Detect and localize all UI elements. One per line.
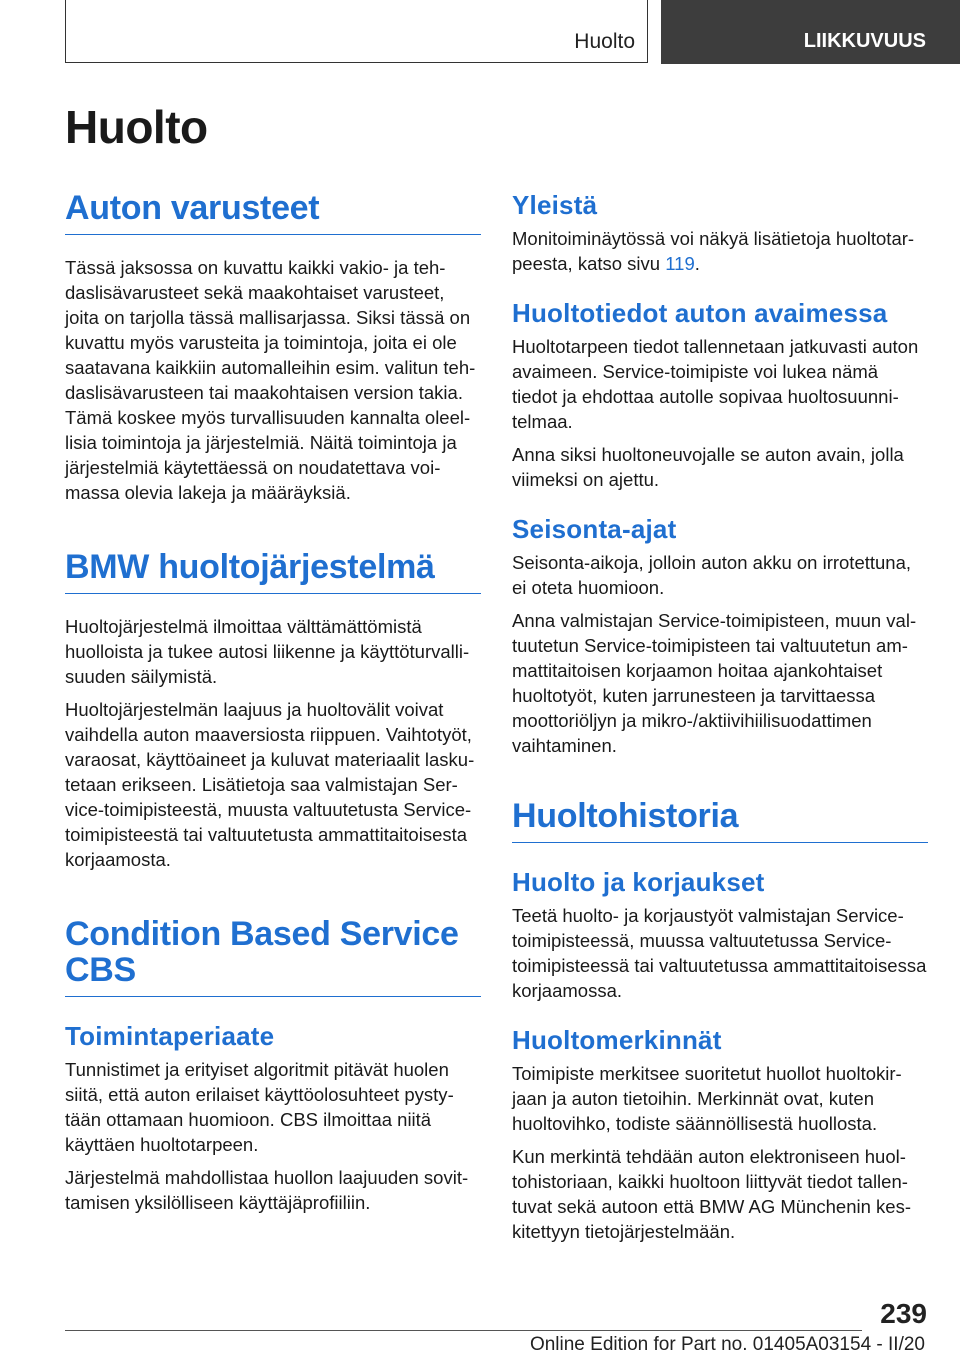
paragraph-huoltotiedot-2: Anna siksi huoltoneuvojalle se auton avain, jolla viimeksi on ajettu. [512, 444, 904, 490]
heading-huoltomerkinnat: Huoltomerkinnät [512, 1025, 722, 1055]
paragraph-huoltomerkinnat-2: Kun merkintä tehdään auton elektroniseen huoltohistoriaan, kaikki huoltoon liittyvät tiedot tallentuvat sekä autoon että BMW AG Münchenin keskitettyyn tietojärjestelmään. [512, 1146, 911, 1242]
heading-bmw-huoltojarjestelma: BMW huoltojärjestelmä [65, 549, 481, 594]
paragraph-yleista [512, 226, 928, 276]
page-reference-link[interactable]: 119 [665, 253, 695, 274]
heading-huolto-ja-korjaukset: Huolto ja korjaukset [512, 867, 765, 897]
page-title: Huolto [65, 101, 208, 153]
heading-condition-based-service: Condition Based Service CBS [65, 916, 481, 997]
paragraph-seisonta-2: Anna valmistajan Service-toimipisteen, muun valtuutetun Service-toimipisteen tai valtuutetun ammattitaitoisen korjaamon hoitaa ajankohtaiset huoltotyöt, kuten jarrunesteen ja tarvittaessa moottoriöljyn ja mikro-/aktiivihiilisuodattimen vaihtaminen. [512, 610, 917, 756]
paragraph-auton-varusteet: Tässä jaksossa on kuvattu kaikki vakio- ja tehdaslisävarusteet sekä maakohtaiset varusteet, joita on tarjolla tässä mallisarjassa. Siksi tässä on kuvattu myös varusteita ja toimintoja, joita ei ole saatavana kaikkiin automalleihin esim. valitun tehdaslisävarusteen tai maakohtaisen version takia. Tämä koskee myös turvallisuuden kannalta oleellisia toimintoja ja järjestelmiä. Näitä toimintoja ja järjestelmiä käytettäessä on noudatettava voimassa olevia lakeja ja määräyksiä. [65, 257, 476, 503]
paragraph-bmw-1: Huoltojärjestelmä ilmoittaa välttämättömistä huolloista ja tukee autosi liikenne ja käyttöturvallisuuden säilymistä. [65, 616, 470, 687]
right-column [512, 190, 928, 1244]
header-section-label: Huolto [574, 30, 635, 53]
heading-toimintaperiaate: Toimintaperiaate [65, 1021, 275, 1051]
header-frame [65, 0, 648, 63]
footer-divider [65, 1330, 862, 1331]
heading-seisonta-ajat: Seisonta-ajat [512, 514, 677, 544]
paragraph-huolto-ja-korjaukset: Teetä huolto- ja korjaustyöt valmistajan Service-toimipisteessä, muussa valtuutetussa Service-toimipisteessä tai valtuutetussa ammattitaitoisessa korjaamossa. [512, 905, 927, 1001]
page-number: 239 [880, 1298, 927, 1329]
edition-footer: Online Edition for Part no. 01405A03154 - II/20 [529, 1334, 925, 1355]
heading-yleista: Yleistä [512, 190, 598, 220]
paragraph-bmw-2: Huoltojärjestelmän laajuus ja huoltovälit voivat vaihdella auton maaversiosta riippuen. Vaihtotyöt, varaosat, käyttöaineet ja kuluvat materiaalit laskutetaan erikseen. Lisätietoja saa valmistajan Service-toimipisteestä, muusta valtuutetusta Service-toimipisteestä tai valtuutetusta ammattitaitoisesta korjaamosta. [65, 699, 475, 870]
left-column [65, 190, 481, 1215]
heading-auton-varusteet: Auton varusteet [65, 190, 481, 235]
header-chapter-tab: LIIKKUVUUS [661, 0, 960, 64]
paragraph-huoltomerkinnat-1: Toimipiste merkitsee suoritetut huollot huoltokirjaan ja auton tietoihin. Merkinnät ovat, kuten huoltovihko, todiste säännöllisestä huollosta. [512, 1063, 902, 1134]
heading-huoltotiedot-auton-avaimessa: Huoltotiedot auton avaimessa [512, 298, 888, 328]
paragraph-toimintaperiaate-1: Tunnistimet ja erityiset algoritmit pitävät huolen siitä, että auton erilaiset käyttöolosuhteet pystytään ottamaan huomioon. CBS ilmoittaa niitä käyttäen huoltotarpeen. [65, 1059, 454, 1155]
paragraph-seisonta-1: Seisonta-aikoja, jolloin auton akku on irrotettuna, ei oteta huomioon. [512, 552, 912, 598]
paragraph-toimintaperiaate-2: Järjestelmä mahdollistaa huollon laajuuden sovittamisen yksilölliseen käyttäjäprofiiliin. [65, 1167, 469, 1213]
paragraph-yleista-text: Monitoiminäytössä voi näkyä lisätietoja huoltotarpeesta, katso sivu [512, 228, 915, 274]
heading-huoltohistoria: Huoltohistoria [512, 798, 928, 843]
paragraph-huoltotiedot-1: Huoltotarpeen tiedot tallennetaan jatkuvasti auton avaimeen. Service-toimipiste voi lukea nämä tiedot ja ehdottaa autolle sopivaa huoltosuunnitelmaa. [512, 336, 919, 432]
paragraph-yleista-end: . [694, 253, 700, 274]
